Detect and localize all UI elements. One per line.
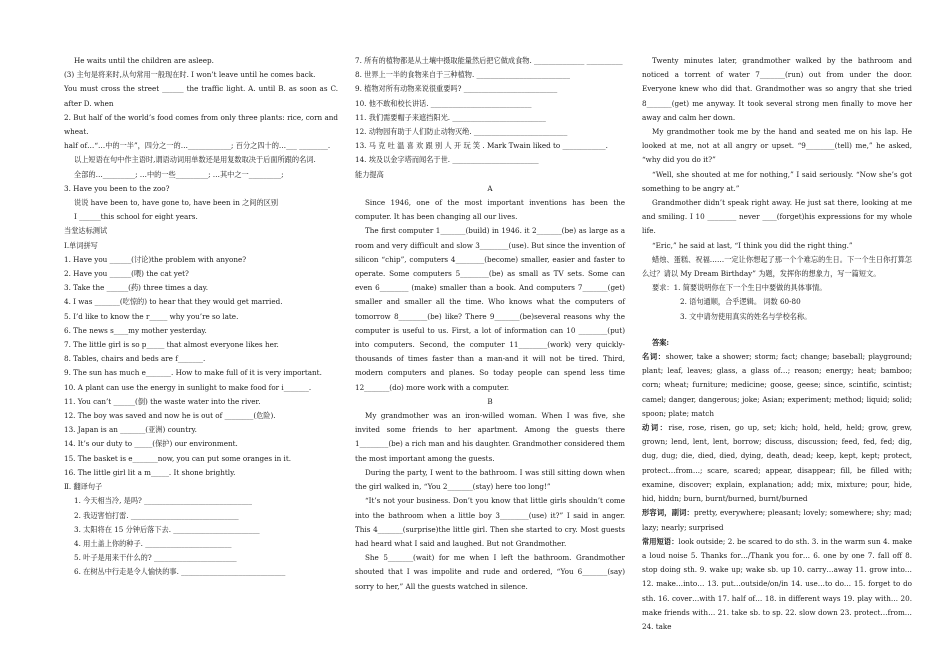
passage-b-paragraph: During the party, I went to the bathroom. I was still sitting down when the girl walked in, “You 2_______(stay) here too long!”: [355, 467, 625, 492]
writing-requirement: 2. 语句通顺，合乎逻辑。 词数 60-80: [680, 297, 801, 307]
passage-b-paragraph: “Well, she shouted at me for nothing,” I said seriously. “Now she’s got something to be angry at.”: [642, 169, 912, 193]
translation-item: 6. 在树丛中行走是令人愉快的事. _____________________________: [74, 567, 286, 577]
passage-b-paragraph: She 5_______(wait) for me when I left the bathroom. Grandmother shouted that I was impolite and rude and ordered, “You 6_______(say) sorry to her,” All the guests watched in silence.: [355, 553, 625, 591]
exercise-item: 6. The news s____my mother yesterday.: [64, 325, 207, 335]
answer-block: [642, 506, 912, 534]
answer-text: look outside; 2. be scared to do sth. 3. in the warm sun 4. make a loud noise 5. Thanks for…/Thank you for… 6. one by one 7. fall off 8. stop doing sth. 9. wake up; wake sb. up 10. carry…away 11. grow into… 12. make…into… 13. put…outside/on/in 14. use…to do… 15. forget to do sth. 16. cover…with 17. half of… 18. in different ways 19. play with… 20. make friends with… 21. take sb. to sp. 22. slow down 23. protect…from… 24. take: [642, 536, 912, 631]
translation-item: 12. 动物园有助于人们防止动物灭绝. __________________________: [355, 127, 568, 137]
passage-b-paragraph: “It’s not your business. Don’t you know that little girls shouldn’t come into the bathroom when a little boy 3________(use) it?” I said in anger. This 4_______(surprise)the little girl. Then she started to cry. Most guests had heard what I said and laughed. But not Grandmother.: [355, 496, 625, 548]
translation-item: 1. 今天相当冷, 是吗? ______________________________: [74, 496, 252, 506]
exercise-item: 11. You can’t ______(倒) the waste water into the river.: [64, 396, 261, 406]
text-line: 以上短语在句中作主语时,谓语动词用单数还是用复数取决于后面所跟的名词.: [74, 155, 316, 165]
text-line: 3. Have you been to the zoo?: [64, 183, 170, 193]
column-right: [642, 54, 912, 634]
text-line: I ______this school for eight years.: [74, 212, 198, 222]
translation-item: 8. 世界上一半的食物来自于三种植物. __________________________: [355, 70, 570, 80]
exercise-item: 10. A plant can use the energy in sunlight to make food for i_______.: [64, 382, 312, 392]
exercise-item: 3. Take the ______(药) three times a day.: [64, 283, 209, 293]
translation-item: 2. 我迈害怕打雷. ______________________________: [74, 510, 239, 520]
answer-text: pretty, everywhere; pleasant; lovely; somewhere; shy; mad; lazy; nearly; surprised: [642, 508, 912, 532]
exercise-item: 7. The little girl is so p_____ that almost everyone likes her.: [64, 340, 279, 350]
translation-item: 4. 用土盖上你的种子. ________________________: [74, 538, 232, 548]
answer-label: 动词：: [642, 423, 669, 433]
exercise-item: 16. The little girl lit a m_____. It shone brightly.: [64, 467, 236, 477]
text-line: You must cross the street ______ the traffic light. A. until B. as soon as C. after D. when: [64, 84, 338, 108]
answer-text: rise, rose, risen, go up, set; kich; hold, held, held; grow, grew, grown; lend, lent, lent, borrow; discuss, discussion; feed, fed, fed; dig, dug, dug; die, died, died, dying, death, dead; keep, kept, kept; protect, protect…from…; scare, scared; appear, disappear; fill, be filled with; examine, discover; explain, explanation; add; mix, mixture; pour, hide, hid, hiddn; burn, burnt/burned, burnt/burned: [642, 423, 912, 504]
translation-item: 7. 所有的植物都是从土壤中摄取能量然后把它做成食物. ______________ __________: [355, 56, 623, 65]
section-heading: 当堂达标测试: [64, 226, 108, 236]
section-heading: Ⅰ.单词拼写: [64, 240, 98, 250]
section-heading: 能力提高: [355, 169, 384, 179]
answer-text: shower, take a shower; storm; fact; change; baseball; playground; plant; leaf, leaves; glass, a glass of…; reason; energy; heat; bamboo; corn; wheat; furniture; medicine; goose, geese; since, scintific, scintist; camel; danger, dangerous; joke; Asian; experiment; method; liquid; solid; spoon; plate; match: [642, 352, 912, 418]
passage-b-paragraph: My grandmother was an iron-willed woman. When I was five, she invited some friends to her apartment. Among the guests there 1________(be) a rich man and his daughter. Grandmother considered them the most important among the guests.: [355, 411, 625, 463]
text-line: 2. But half of the world’s food comes from only three plants: rice, corn and wheat.: [64, 112, 338, 137]
exercise-item: 15. The basket is e_______now, you can put some oranges in it.: [64, 453, 292, 463]
passage-a-label: A: [487, 183, 493, 193]
writing-requirement: 3. 文中请勿使用真实的姓名与学校名称。: [680, 311, 812, 321]
exercise-item: 5. I’d like to know the r_____ why you’re so late.: [64, 311, 239, 321]
passage-b-paragraph: “Eric,” he said at last, “I think you did the right thing.”: [652, 240, 853, 250]
section-heading: Ⅱ. 翻译句子: [64, 482, 103, 492]
exercise-item: 13. Japan is an _______(亚洲) country.: [64, 425, 197, 435]
exercise-item: 14. It’s our duty to _____(保护) our environment.: [64, 439, 238, 449]
writing-requirement: 要求：1. 简要说明你在下一个生日中要做的具体事情。: [652, 283, 827, 293]
answer-block: [642, 350, 912, 421]
text-line: (3) 主句是将来时,从句常用一般现在时. I won’t leave until he comes back.: [64, 70, 316, 80]
translation-item: 10. 他不敢和校长讲话. ____________________________: [355, 98, 532, 108]
answer-block: [642, 535, 912, 634]
passage-a-paragraph: Since 1946, one of the most important inventions has been the computer. It has been changing all our lives.: [355, 198, 625, 222]
exercise-item: 4. I was _______(吃惊的) to hear that they would get married.: [64, 297, 283, 307]
answer-label: 常用短语：: [642, 536, 679, 546]
passage-a-paragraph: The first computer 1_______(build) in 1946. it 2_______(be) as large as a room and very difficult and slow 3________(use). But since the invention of silicon “chip”, computers 4________(become) smaller, easier and faster to operate. Some computers 5________(be) as small as TV sets. Some can even 6________ (make) smaller than a book. And computers 7_______(get) smaller and smaller all the time. Who knows what the computers of tomorrow 8________(be) like? There 9_______(be)several reasons why the computer is useful to us. First, a lot of information can 10 ________(put) into computers. Second, the computer 11________(work) very quickly-thousands of times faster than a man-and it will not be tired. Third, modern computers and planes. So today people can spend less time 12_______(do) more work with a computer.: [355, 226, 625, 392]
exercise-item: 1. Have you ______(讨论)the problem with anyone?: [64, 254, 247, 264]
exercise-item: 12. The boy was saved and now he is out of ________(危险).: [64, 411, 276, 421]
exercise-item: 8. Tables, chairs and beds are f_______.: [64, 354, 206, 364]
translation-item: 14. 埃及以金字塔而闻名于世. ________________________: [355, 155, 539, 165]
translation-item: 9. 植物对所有动物来说很重要吗? __________________________: [355, 84, 558, 94]
writing-prompt: 蜡烛、蛋糕、祝福……一定让你想起了那一个个难忘的生日。下一个生日你打算怎么过？请以 My Dream Birthday” 为题，发挥你的想象力，写一篇短文。: [642, 254, 912, 279]
column-middle: [355, 54, 625, 594]
translation-item: 5. 叶子是用来干什么的? _______________________: [74, 553, 237, 563]
translation-item: 11. 我们需要帽子来遮挡阳光. __________________________: [355, 112, 546, 122]
answer-label: 形容词，副词：: [642, 508, 694, 518]
translation-item: 13. 马 克 吐 温 喜 欢 跟 别 人 开 玩 笑 . Mark Twain liked to ____________.: [355, 141, 608, 151]
exercise-item: 2. Have you ______(喂) the cat yet?: [64, 269, 189, 279]
column-left: [64, 54, 338, 580]
answer-label: 名词：: [642, 352, 666, 362]
text-line: 说说 have been to, have gone to, have been in 之间的区别: [74, 198, 279, 208]
answers-title: 答案:: [652, 337, 670, 347]
exercise-item: 9. The sun has much e_______. How to make full of it is very important.: [64, 368, 322, 378]
passage-b-paragraph: My grandmother took me by the hand and seated me on his lap. He looked at me, not at all angry or upset. “9________(tell) me,” he asked, “why did you do it?”: [642, 127, 912, 165]
answer-block: [642, 421, 912, 506]
text-line: He waits until the children are asleep.: [74, 56, 214, 65]
text-line: half of…“…中的一半”，四分之一的…____________; 百分之四十的…___ ________.: [64, 141, 331, 151]
passage-b-paragraph: Twenty minutes later, grandmother walked by the bathroom and noticed a torrent of water 7_______(run) out from under the door. Everyone knew who did that. Grandmother was so angry that she tried 8_______(get) me anyway. It took several strong men finally to move her away and calm her down.: [642, 56, 912, 122]
passage-b-paragraph: Grandmother didn’t speak right away. He just sat there, looking at me and smiling. I 10 ________ never ____(forget)his expressions for my whole life.: [642, 198, 912, 236]
translation-item: 3. 太阳将在 15 分钟后落下去. ________________________: [74, 524, 260, 534]
text-line: 全部的…_________; …中的一些_________; …其中之一_________;: [74, 169, 284, 179]
passage-b-label: B: [487, 396, 493, 406]
